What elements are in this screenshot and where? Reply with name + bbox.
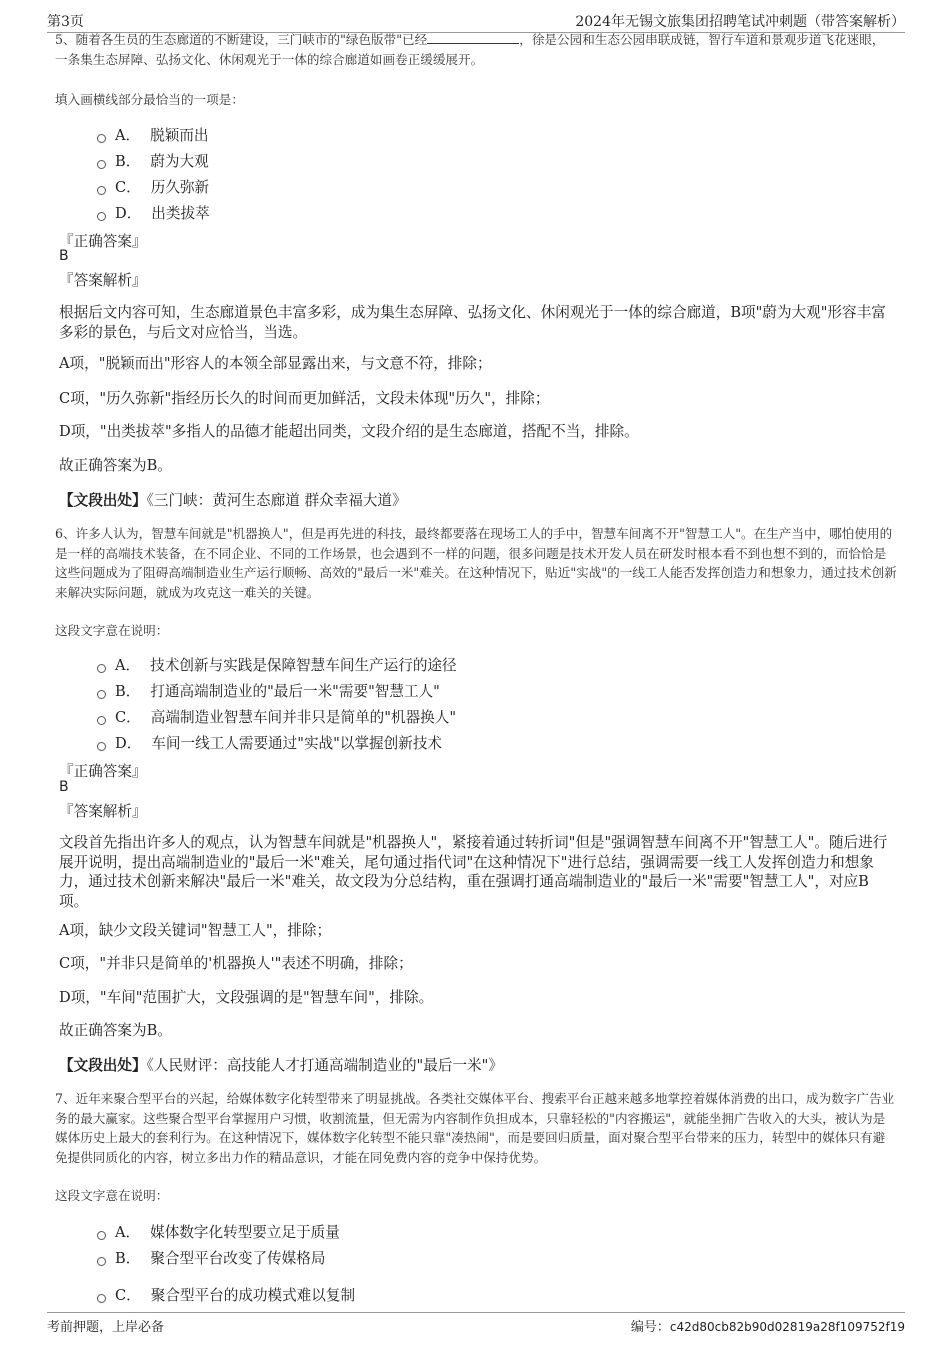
q7-option-c[interactable]: C． 聚合型平台的成功模式难以复制 bbox=[97, 1284, 355, 1305]
q5-answer-label: 『正确答案』 bbox=[59, 233, 147, 250]
radio-icon[interactable] bbox=[97, 664, 106, 673]
page-header bbox=[47, 6, 905, 33]
radio-icon[interactable] bbox=[97, 1257, 106, 1266]
q6-stem: 6、许多人认为，智慧车间就是"机器换人"，但是再先进的科技，最终都要落在现场工人的手中，智慧车间离不开"智慧工人"。在生产当中，哪怕使用的是一样的高端技术装备，在不同企业、不同的工作场景，也会遇到不一样的问题，很多问题是技术开发人员在研发时根本看不到也想不到的，而恰恰是这些问题成为了阻碍高端制造业生产运行顺畅、高效的"最后一米"难关。在这种情况下，贴近"实战"的一线工人能否发挥创造力和想象力，通过技术创新来解决实际问题，就成为攻克这一难关的关键。 bbox=[55, 526, 897, 601]
q6-option-a[interactable]: A． 技术创新与实践是保障智慧车间生产运行的途径 bbox=[97, 654, 457, 675]
q5-prompt: 填入画横线部分最恰当的一项是： bbox=[55, 92, 244, 107]
q5-conclusion: 故正确答案为B。 bbox=[59, 457, 172, 474]
radio-icon[interactable] bbox=[97, 716, 106, 725]
q5-analysis-label: 『答案解析』 bbox=[59, 272, 147, 289]
radio-icon[interactable] bbox=[97, 1294, 106, 1303]
radio-icon[interactable] bbox=[97, 690, 106, 699]
q6-source: 【文段出处】《人民财评：高技能人才打通高端制造业的"最后一米"》 bbox=[59, 1057, 503, 1074]
q6-analysis-a: A项，缺少文段关键词"智慧工人"，排除； bbox=[59, 922, 332, 939]
document-id: 编号：c42d80cb82b90d02819a28f109752f19 bbox=[630, 1320, 905, 1335]
q6-analysis-c: C项，"并非只是简单的'机器换人'"表述不明确，排除； bbox=[59, 955, 413, 972]
q6-answer: B bbox=[59, 779, 69, 795]
q6-analysis-label: 『答案解析』 bbox=[59, 803, 147, 820]
q5-analysis-d: D项，"出类拔萃"多指人的品德才能超出同类，文段介绍的是生态廊道，搭配不当，排除。 bbox=[59, 423, 639, 440]
q5-analysis-a: A项，"脱颖而出"形容人的本领全部显露出来，与文意不符，排除； bbox=[59, 355, 492, 372]
page-number: 第3页 bbox=[47, 14, 84, 30]
q5-option-a[interactable]: A． 脱颖而出 bbox=[97, 124, 209, 145]
radio-icon[interactable] bbox=[97, 212, 106, 221]
radio-icon[interactable] bbox=[97, 160, 106, 169]
q7-prompt: 这段文字意在说明： bbox=[55, 1188, 169, 1203]
q6-conclusion: 故正确答案为B。 bbox=[59, 1022, 172, 1039]
radio-icon[interactable] bbox=[97, 1231, 106, 1240]
q6-option-b[interactable]: B． 打通高端制造业的"最后一米"需要"智慧工人" bbox=[97, 680, 440, 701]
q6-prompt: 这段文字意在说明： bbox=[55, 623, 169, 638]
q6-analysis-d: D项，"车间"范围扩大，文段强调的是"智慧车间"，排除。 bbox=[59, 989, 434, 1006]
document-title: 2024年无锡文旅集团招聘笔试冲刺题（带答案解析） bbox=[575, 14, 905, 30]
footer-slogan: 考前押题，上岸必备 bbox=[47, 1320, 165, 1335]
q5-stem: 5、随着各生员的生态廊道的不断建设，三门峡市的"绿色版带"已经 ，徐是公园和生态公园串联成链，智行车道和景观步道飞花迷眼，一条集生态屏障、弘扬文化、休闲观光于一体的综合廊道如画卷正缓缓展开。 bbox=[55, 32, 885, 67]
q5-answer: B bbox=[59, 248, 69, 264]
radio-icon[interactable] bbox=[97, 134, 106, 143]
q6-answer-label: 『正确答案』 bbox=[59, 763, 147, 780]
q6-option-c[interactable]: C． 高端制造业智慧车间并非只是简单的"机器换人" bbox=[97, 706, 456, 727]
q7-option-a[interactable]: A． 媒体数字化转型要立足于质量 bbox=[97, 1221, 340, 1242]
q5-analysis-c: C项，"历久弥新"指经历长久的时间而更加鲜活，文段未体现"历久"，排除； bbox=[59, 390, 550, 407]
q5-option-b[interactable]: B． 蔚为大观 bbox=[97, 150, 209, 171]
q5-source: 【文段出处】《三门峡：黄河生态廊道 群众幸福大道》 bbox=[59, 492, 407, 509]
q7-option-b[interactable]: B． 聚合型平台改变了传媒格局 bbox=[97, 1247, 325, 1268]
radio-icon[interactable] bbox=[97, 742, 106, 751]
q5-analysis-main: 根据后文内容可知，生态廊道景色丰富多彩，成为集生态屏障、弘扬文化、休闲观光于一体的综合廊道，B项"蔚为大观"形容丰富多彩的景色，与后文对应恰当，当选。 bbox=[59, 304, 886, 341]
q6-analysis-main: 文段首先指出许多人的观点，认为智慧车间就是"机器换人"，紧接着通过转折词"但是"强调智慧车间离不开"智慧工人"。随后进行展开说明，提出高端制造业的"最后一米"难关，尾句通过指代词"在这种情况下"进行总结，强调需要一线工人发挥创造力和想象力，通过技术创新来解决"最后一米"难关，故文段为分总结构，重在强调打通高端制造业的"最后一米"需要"智慧工人"，对应B项。 bbox=[59, 834, 888, 910]
fill-blank bbox=[427, 33, 519, 44]
q5-option-c[interactable]: C． 历久弥新 bbox=[97, 176, 209, 197]
q5-option-d[interactable]: D． 出类拔萃 bbox=[97, 202, 210, 223]
q7-stem: 7、近年来聚合型平台的兴起，给媒体数字化转型带来了明显挑战。各类社交媒体平台、搜索平台正越来越多地掌控着媒体消费的出口，成为数字广告业务的最大赢家。这些聚合型平台掌握用户习惯，收割流量，但无需为内容制作负担成本，只靠轻松的"内容搬运"，就能坐拥广告收入的大头，被认为是媒体历史上最大的套利行为。在这种情况下，媒体数字化转型不能只靠"凑热闹"，而是要回归质量，面对聚合型平台带来的压力，转型中的媒体只有避免提供同质化的内容，树立多出力作的精品意识，才能在同免费内容的竞争中保持优势。 bbox=[55, 1091, 895, 1166]
q6-option-d[interactable]: D． 车间一线工人需要通过"实战"以掌握创新技术 bbox=[97, 732, 442, 753]
radio-icon[interactable] bbox=[97, 186, 106, 195]
page-footer bbox=[47, 1312, 905, 1335]
